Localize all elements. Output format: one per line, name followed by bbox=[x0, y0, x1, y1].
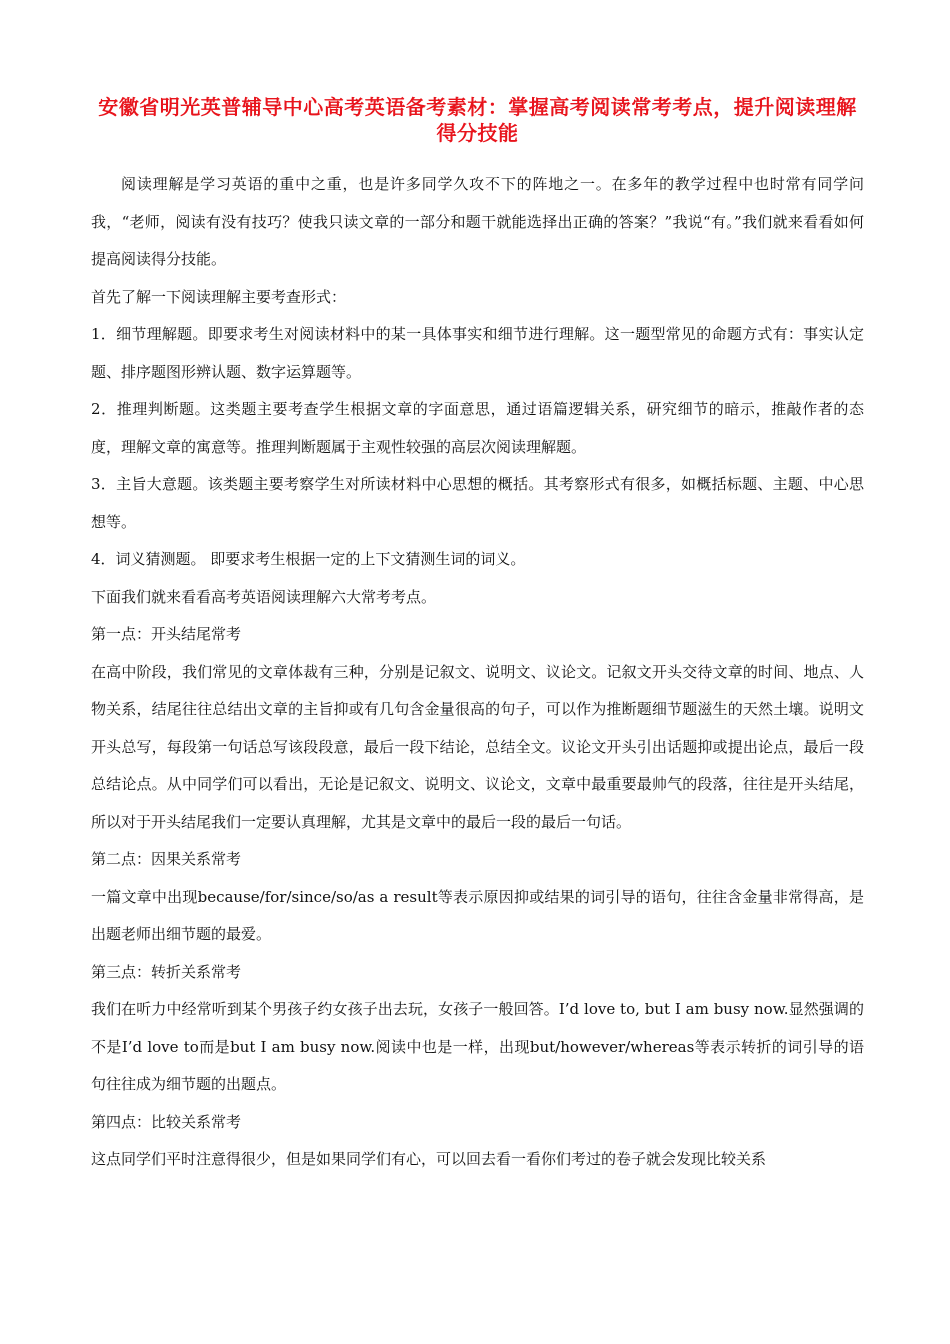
point-3-heading: 第三点：转折关系常考 bbox=[91, 962, 242, 981]
document-page bbox=[91, 94, 864, 1179]
form-item-2: 2．推理判断题。这类题主要考查学生根据文章的字面意思，通过语篇逻辑关系，研究细节的暗示，推敲作者的态度，理解文章的寓意等。推理判断题属于主观性较强的高层次阅读理解题。 bbox=[91, 400, 864, 456]
form-item-3: 3．主旨大意题。该类题主要考察学生对所读材料中心思想的概括。其考察形式有很多，如概括标题、主题、中心思想等。 bbox=[91, 475, 864, 531]
form-item-1: 1．细节理解题。即要求考生对阅读材料中的某一具体事实和细节进行理解。这一题型常见的命题方式有：事实认定题、排序题图形辨认题、数字运算题等。 bbox=[91, 325, 864, 381]
forms-heading: 首先了解一下阅读理解主要考查形式： bbox=[91, 287, 347, 306]
points-heading: 下面我们就来看看高考英语阅读理解六大常考考点。 bbox=[91, 587, 437, 606]
document-title: 安徽省明光英普辅导中心高考英语备考素材：掌握高考阅读常考考点，提升阅读理解得分技能 bbox=[98, 95, 857, 145]
intro-paragraph: 阅读理解是学习英语的重中之重，也是许多同学久攻不下的阵地之一。在多年的教学过程中也时常有同学问我，“老师，阅读有没有技巧？使我只读文章的一部分和题干就能选择出正确的答案？”我说“有。”我们就来看看如何提高阅读得分技能。 bbox=[91, 175, 864, 268]
point-2-heading: 第二点：因果关系常考 bbox=[91, 850, 242, 868]
form-item-4: 4．词义猜测题。 即要求考生根据一定的上下文猜测生词的词义。 bbox=[91, 550, 526, 568]
point-1-body: 在高中阶段，我们常见的文章体裁有三种，分别是记叙文、说明文、议论文。记叙文开头交待文章的时间、地点、人物关系，结尾往往总结出文章的主旨抑或有几句含金量很高的句子，可以作为推断题细节题滋生的天然土壤。说明文开头总写，每段第一句话总写该段段意，最后一段下结论，总结全文。议论文开头引出话题抑或提出论点，最后一段总结论点。从中同学们可以看出，无论是记叙文、说明文、议论文，文章中最重要最帅气的段落，往往是开头结尾，所以对于开头结尾我们一定要认真理解，尤其是文章中的最后一段的最后一句话。 bbox=[91, 662, 864, 831]
point-4-heading: 第四点：比较关系常考 bbox=[91, 1112, 242, 1131]
point-3-body: 我们在听力中经常听到某个男孩子约女孩子出去玩，女孩子一般回答。I’d love to, but I am busy now.显然强调的不是I’d love to而是but I am busy now.阅读中也是一样，出现but/however/whereas等表示转折的词引导的语句往往成为细节题的出题点。 bbox=[91, 1000, 864, 1093]
point-2-body: 一篇文章中出现because/for/since/so/as a result等表示原因抑或结果的词引导的语句，往往含金量非常得高，是出题老师出细节题的最爱。 bbox=[91, 887, 864, 943]
point-4-body: 这点同学们平时注意得很少，但是如果同学们有心，可以回去看一看你们考过的卷子就会发现比较关系 bbox=[91, 1150, 767, 1168]
point-1-heading: 第一点：开头结尾常考 bbox=[91, 625, 242, 643]
